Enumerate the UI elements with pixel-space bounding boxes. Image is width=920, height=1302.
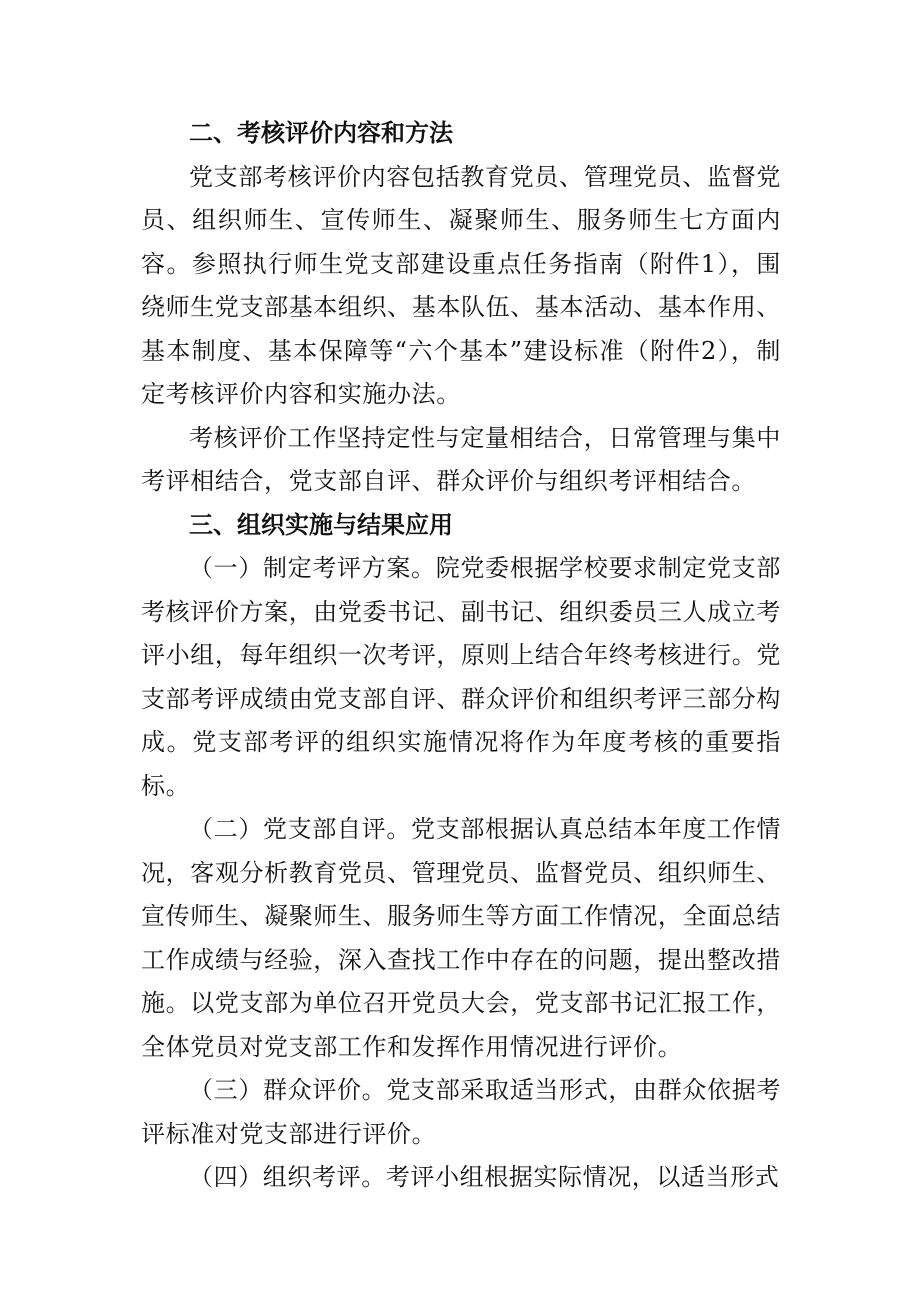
document-body [141, 112, 781, 1200]
section-3-paragraph-1: （一）制定考评方案。院党委根据学校要求制定党支部考核评价方案，由党委书记、副书记、组织委员三人成立考评小组，每年组织一次考评，原则上结合年终考核进行。党支部考评成绩由党支部自评、群众评价和组织考评三部分构成。党支部考评的组织实施情况将作为年度考核的重要指标。 [141, 554, 781, 800]
section-3-paragraph-2: （二）党支部自评。党支部根据认真总结本年度工作情况，客观分析教育党员、管理党员、监督党员、组织师生、宣传师生、凝聚师生、服务师生等方面工作情况，全面总结工作成绩与经验，深入查找工作中存在的问题，提出整改措施。以党支部为单位召开党员大会，党支部书记汇报工作，全体党员对党支部工作和发挥作用情况进行评价。 [141, 815, 781, 1061]
section-2-paragraph-2: 考核评价工作坚持定性与定量相结合，日常管理与集中考评相结合，党支部自评、群众评价与组织考评相结合。 [141, 423, 781, 495]
section-3-paragraph-3: （三）群众评价。党支部采取适当形式，由群众依据考评标准对党支部进行评价。 [141, 1076, 781, 1148]
section-heading-3: 三、组织实施与结果应用 [189, 510, 453, 539]
section-2-paragraph-1: 党支部考核评价内容包括教育党员、管理党员、监督党员、组织师生、宣传师生、凝聚师生、服务师生七方面内容。参照执行师生党支部建设重点任务指南（附件1），围绕师生党支部基本组织、基本队伍、基本活动、基本作用、基本制度、基本保障等“六个基本”建设标准（附件2），制定考核评价内容和实施办法。 [141, 162, 781, 408]
section-heading-2: 二、考核评价内容和方法 [189, 119, 453, 147]
section-3-paragraph-4: （四）组织考评。考评小组根据实际情况，以适当形式 [189, 1163, 780, 1191]
